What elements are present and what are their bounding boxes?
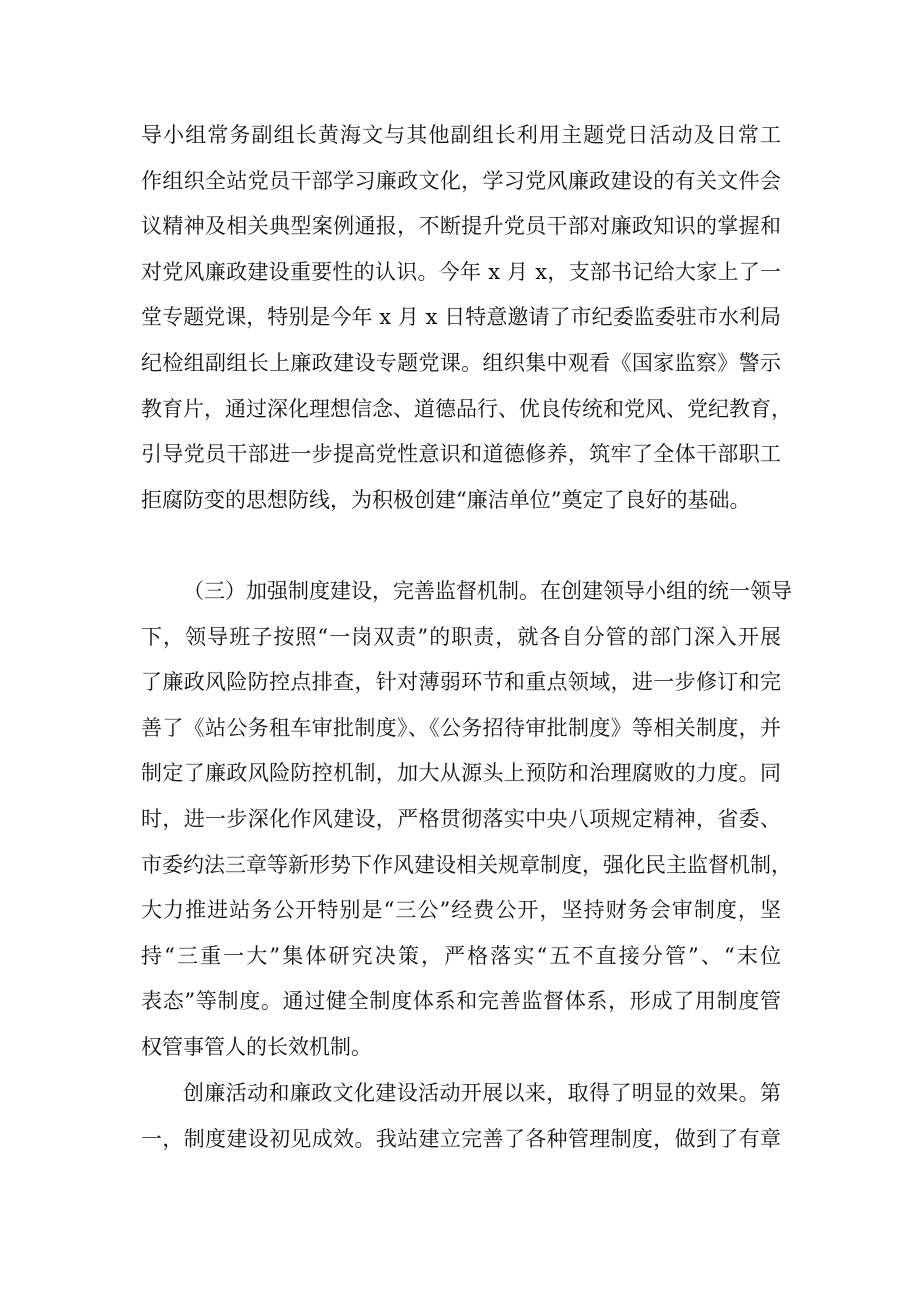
paragraph-line: 一，制度建设初见成效。我站建立完善了各种管理制度，做到了有章 xyxy=(141,1126,781,1151)
paragraph-line: 下，领导班子按照“一岗双责”的职责，就各自分管的部门深入开展 xyxy=(141,624,781,649)
paragraph-3 xyxy=(141,1071,781,1162)
paragraph-line: 对党风廉政建设重要性的认识。今年 x 月 x，支部书记给大家上了一 xyxy=(141,259,781,284)
paragraph-line: 堂专题党课，特别是今年 x 月 x 日特意邀请了市纪委监委驻市水利局 xyxy=(141,305,781,330)
paragraph-line: 制定了廉政风险防控机制，加大从源头上预防和治理腐败的力度。同 xyxy=(141,761,781,786)
paragraph-line: 时，进一步深化作风建设，严格贯彻落实中央八项规定精神，省委、 xyxy=(141,806,781,831)
paragraph-line: 引导党员干部进一步提高党性意识和道德修养，筑牢了全体干部职工 xyxy=(141,442,781,467)
paragraph-line: 议精神及相关典型案例通报，不断提升党员干部对廉政知识的掌握和 xyxy=(141,214,781,239)
paragraph-2 xyxy=(141,569,792,1071)
paragraph-line: 拒腐防变的思想防线，为积极创建“廉洁单位”奠定了良好的基础。 xyxy=(141,487,751,512)
paragraph-line: 作组织全站党员干部学习廉政文化，学习党风廉政建设的有关文件会 xyxy=(141,168,781,193)
paragraph-line: 表态”等制度。通过健全制度体系和完善监督体系，形成了用制度管 xyxy=(141,989,781,1014)
paragraph-line: 纪检组副组长上廉政建设专题党课。组织集中观看《国家监察》警示 xyxy=(141,350,781,375)
paragraph-line: 创廉活动和廉政文化建设活动开展以来，取得了明显的效果。第 xyxy=(183,1081,781,1105)
paragraph-1 xyxy=(141,113,792,523)
paragraph-line: 导小组常务副组长黄海文与其他副组长利用主题党日活动及日常工 xyxy=(141,123,781,147)
paragraph-line: 了廉政风险防控点排查，针对薄弱环节和重点领域，进一步修订和完 xyxy=(141,670,781,695)
paragraph-line: 大力推进站务公开特别是“三公”经费公开，坚持财务会审制度，坚 xyxy=(141,898,781,923)
paragraph-line: 善了《站公务租车审批制度》、《公务招待审批制度》等相关制度，并 xyxy=(141,715,781,740)
paragraph-line: 市委约法三章等新形势下作风建设相关规章制度，强化民主监督机制， xyxy=(141,852,792,877)
paragraph-line: （三）加强制度建设，完善监督机制。在创建领导小组的统一领导 xyxy=(183,579,792,603)
paragraph-line: 权管事管人的长效机制。 xyxy=(141,1034,372,1059)
paragraph-line: 持“三重一大”集体研究决策，严格落实“五不直接分管”、“末位 xyxy=(141,943,781,968)
paragraph-line: 教育片，通过深化理想信念、道德品行、优良传统和党风、党纪教育， xyxy=(141,396,792,421)
